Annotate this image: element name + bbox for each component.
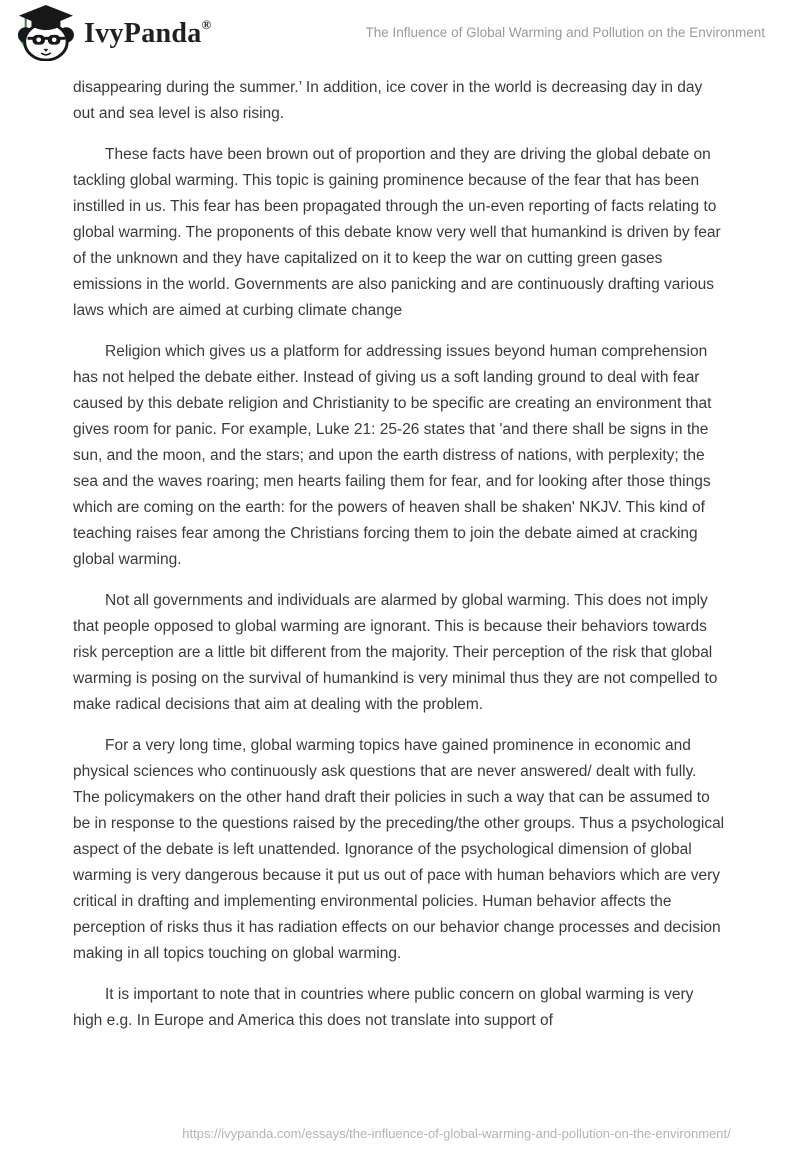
essay-paragraph: These facts have been brown out of proportion and they are driving the global debate on tackling global warming. This topic is gaining prominence because of the fear that has been instilled in us. This fear has been propagated through the un-even reporting of facts relating to global warming. The proponents of this debate know very well that humankind is driven by fear of the unknown and they have capitalized on it to keep the war on cutting green gases emissions in the world. Governments are also panicking and are continuously drafting various laws which are aimed at curbing climate change <box>73 146 721 319</box>
registered-mark: ® <box>201 16 212 32</box>
brand-name: IvyPanda® <box>84 16 212 49</box>
essay-paragraph: It is important to note that in countries where public concern on global warming is very high e.g. In Europe and America this does not translate into support of <box>73 986 694 1029</box>
source-url-link[interactable]: https://ivypanda.com/essays/the-influence-of-global-warming-and-pollution-on-the-environment/ <box>182 1126 731 1141</box>
footer <box>0 1126 800 1141</box>
essay-body <box>73 75 726 1034</box>
page-title: The Influence of Global Warming and Pollution on the Environment <box>365 25 765 41</box>
essay-paragraph: Not all governments and individuals are alarmed by global warming. This does not imply that people opposed to global warming are ignorant. This is because their behaviors towards risk perception are a little bit different from the majority. Their perception of the risk that global warming is posing on the survival of humankind is very minimal thus they are not compelled to make radical decisions that aim at dealing with the problem. <box>73 592 718 713</box>
essay-paragraph: disappearing during the summer.’ In addition, ice cover in the world is decreasing day in day out and sea level is also rising. <box>73 79 703 122</box>
essay-paragraph: For a very long time, global warming topics have gained prominence in economic and physical sciences who continuously ask questions that are never answered/ dealt with fully. The policymakers on the other hand draft their policies in such a way that can be assumed to be in response to the questions raised by the preceding/the other groups. Thus a psychological aspect of the debate is left unattended. Ignorance of the psychological dimension of global warming is very dangerous because it put us out of pace with human behaviors which are very critical in drafting and implementing environmental policies. Human behavior affects the perception of risks thus it has radiation effects on our behavior change processes and decision making in all topics touching on global warming. <box>73 737 725 962</box>
essay-paragraph: Religion which gives us a platform for addressing issues beyond human comprehension has not helped the debate either. Instead of giving us a soft landing ground to deal with fear caused by this debate religion and Christianity to be specific are creating an environment that gives room for panic. For example, Luke 21: 25-26 states that 'and there shall be signs in the sun, and the moon, and the stars; and upon the earth distress of nations, with perplexity; the sea and the waves roaring; men hearts failing them for fear, and for looking after those things which are coming on the earth: for the powers of heaven shall be shaken' NKJV. This kind of teaching raises fear among the Christians forcing them to join the debate aimed at cracking global warming. <box>73 343 712 568</box>
header <box>0 0 800 62</box>
ivypanda-logo[interactable] <box>13 5 212 61</box>
panda-graduation-cap-icon <box>13 5 75 61</box>
